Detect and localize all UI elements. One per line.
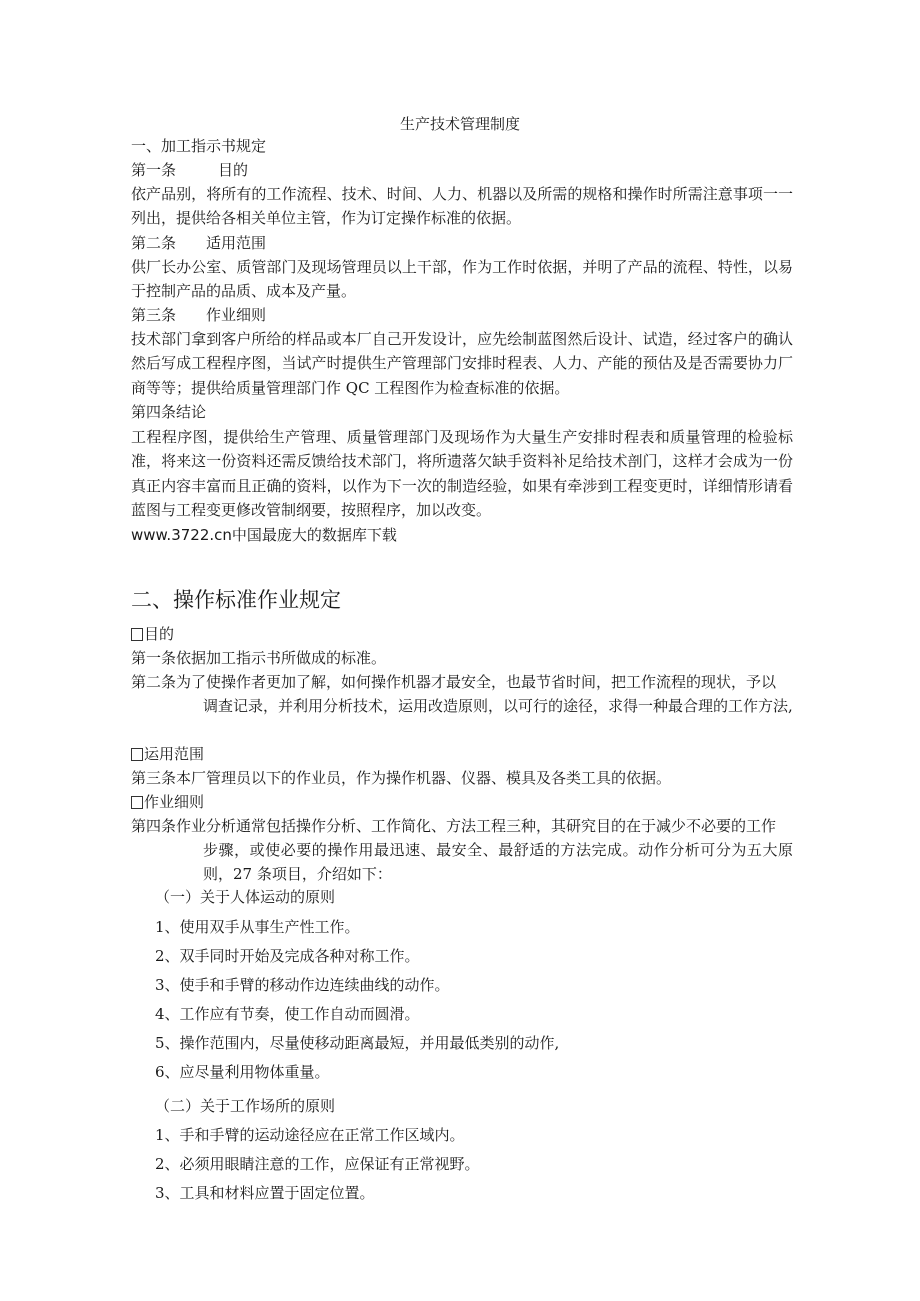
document-title: 生产技术管理制度 [399, 115, 520, 133]
list-item: 2、必须用眼睛注意的工作，应保证有正常视野。 [155, 1155, 480, 1173]
article-1-heading [131, 158, 793, 182]
part2-article-3: 第三条本厂管理员以下的作业员，作为操作机器、仪器、模具及各类工具的依据。 [131, 769, 672, 787]
subsection-detail-label: 作业细则 [144, 793, 205, 811]
subsection-scope-label: 运用范围 [144, 745, 205, 763]
section-heading-1: 一、加工指示书规定 [131, 137, 267, 155]
article-2-title: 适用范围 [206, 234, 267, 252]
article-4-body: 工程程序图，提供给生产管理、质量管理部门及现场作为大量生产安排时程表和质量管理的检验标准，将来这一份资料还需反馈给技术部门，将所遗落欠缺手资料补足给技术剖门，这样才会成为一份真正内容丰富而且正确的资料，以作为下一次的制造经验，如果有牵涉到工程变更时，详细情形请看蓝图与工程变更修改管制纲要，按照程序，加以改变。 [131, 428, 793, 520]
article-3-title: 作业细则 [206, 306, 267, 324]
article-1-label: 第一条 [131, 161, 177, 179]
list-item: 3、使手和手臂的移动作边连续曲线的动作。 [155, 976, 450, 994]
article-3-heading [131, 303, 793, 327]
download-link-line [131, 523, 793, 547]
article-3-label: 第三条 [131, 306, 177, 324]
part2-article-1: 第一条依据加工指示书所做成的标准。 [131, 649, 387, 667]
subsection-scope [131, 742, 793, 766]
part2-article-2-continued: 调查记录，并利用分析技术，运用改造原则，以可行的途径，求得一种最合理的工作方法, [203, 697, 793, 715]
group-1-title: （一）关于人体运动的原则 [155, 888, 336, 906]
list-item: 5、操作范围内，尽量使移动距离最短，并用最低类别的动作, [155, 1034, 560, 1052]
part2-article-4-continued: 步骤，或使必要的操作用最迅速、最安全、最舒适的方法完成。动作分析可分为五大原则，27 条项目，介绍如下： [203, 841, 793, 884]
part2-article-2-first-line: 第二条为了使操作者更加了解，如何操作机器才最安全，也最节省时间，把工作流程的现状，予以 [131, 673, 777, 691]
article-2-body: 供厂长办公室、质管部门及现场管理员以上干部，作为工作时依据，并明了产品的流程、特性，以易于控制产品的品质、成本及产量。 [131, 258, 793, 301]
list-item: 1、手和手臂的运动途径应在正常工作区域内。 [155, 1126, 465, 1144]
website-link[interactable]: www.3722.cn [131, 526, 232, 544]
checkbox-icon [131, 796, 143, 809]
subsection-purpose [131, 622, 793, 646]
list-item: 6、应尽量利用物体重量。 [155, 1063, 330, 1081]
website-link-text: 中国最庞大的数据库下载 [231, 526, 397, 544]
article-2-heading [131, 231, 793, 255]
subsection-detail [131, 790, 793, 814]
list-item: 3、工具和材料应置于固定位置。 [155, 1184, 375, 1202]
list-item: 2、双手同时开始及完成各种对称工作。 [155, 947, 420, 965]
list-item: 4、工作应有节奏，使工作自动而圆滑。 [155, 1005, 420, 1023]
section-heading-2: 二、操作标准作业规定 [131, 588, 341, 612]
article-3-body: 技术部门拿到客户所给的样品或本厂自己开发设计，应先绘制蓝图然后设计、试造，经过客户的确认然后写成工程程序图，当试产时提供生产管理部门安排时程表、人力、产能的预估及是否需要协力厂商等等；提供给质量管理部门作 QC 工程图作为检查标准的依据。 [131, 330, 793, 397]
group-2-title: （二）关于工作场所的原则 [155, 1097, 336, 1115]
checkbox-icon [131, 748, 143, 761]
article-1-body: 依产品别，将所有的工作流程、技术、时间、人力、机器以及所需的规格和操作时所需注意事项一一列出，提供给各相关单位主管，作为订定操作标准的依据。 [131, 185, 793, 228]
checkbox-icon [131, 628, 143, 641]
part2-article-4-first-line: 第四条作业分析通常包括操作分析、工作简化、方法工程三种，其研究目的在于减少不必要的工作 [131, 817, 777, 835]
article-2-label: 第二条 [131, 234, 177, 252]
list-item: 1、使用双手从事生产性工作。 [155, 918, 360, 936]
subsection-purpose-label: 目的 [144, 625, 175, 643]
article-4-heading: 第四条结论 [131, 403, 207, 421]
article-1-title: 目的 [218, 161, 249, 179]
